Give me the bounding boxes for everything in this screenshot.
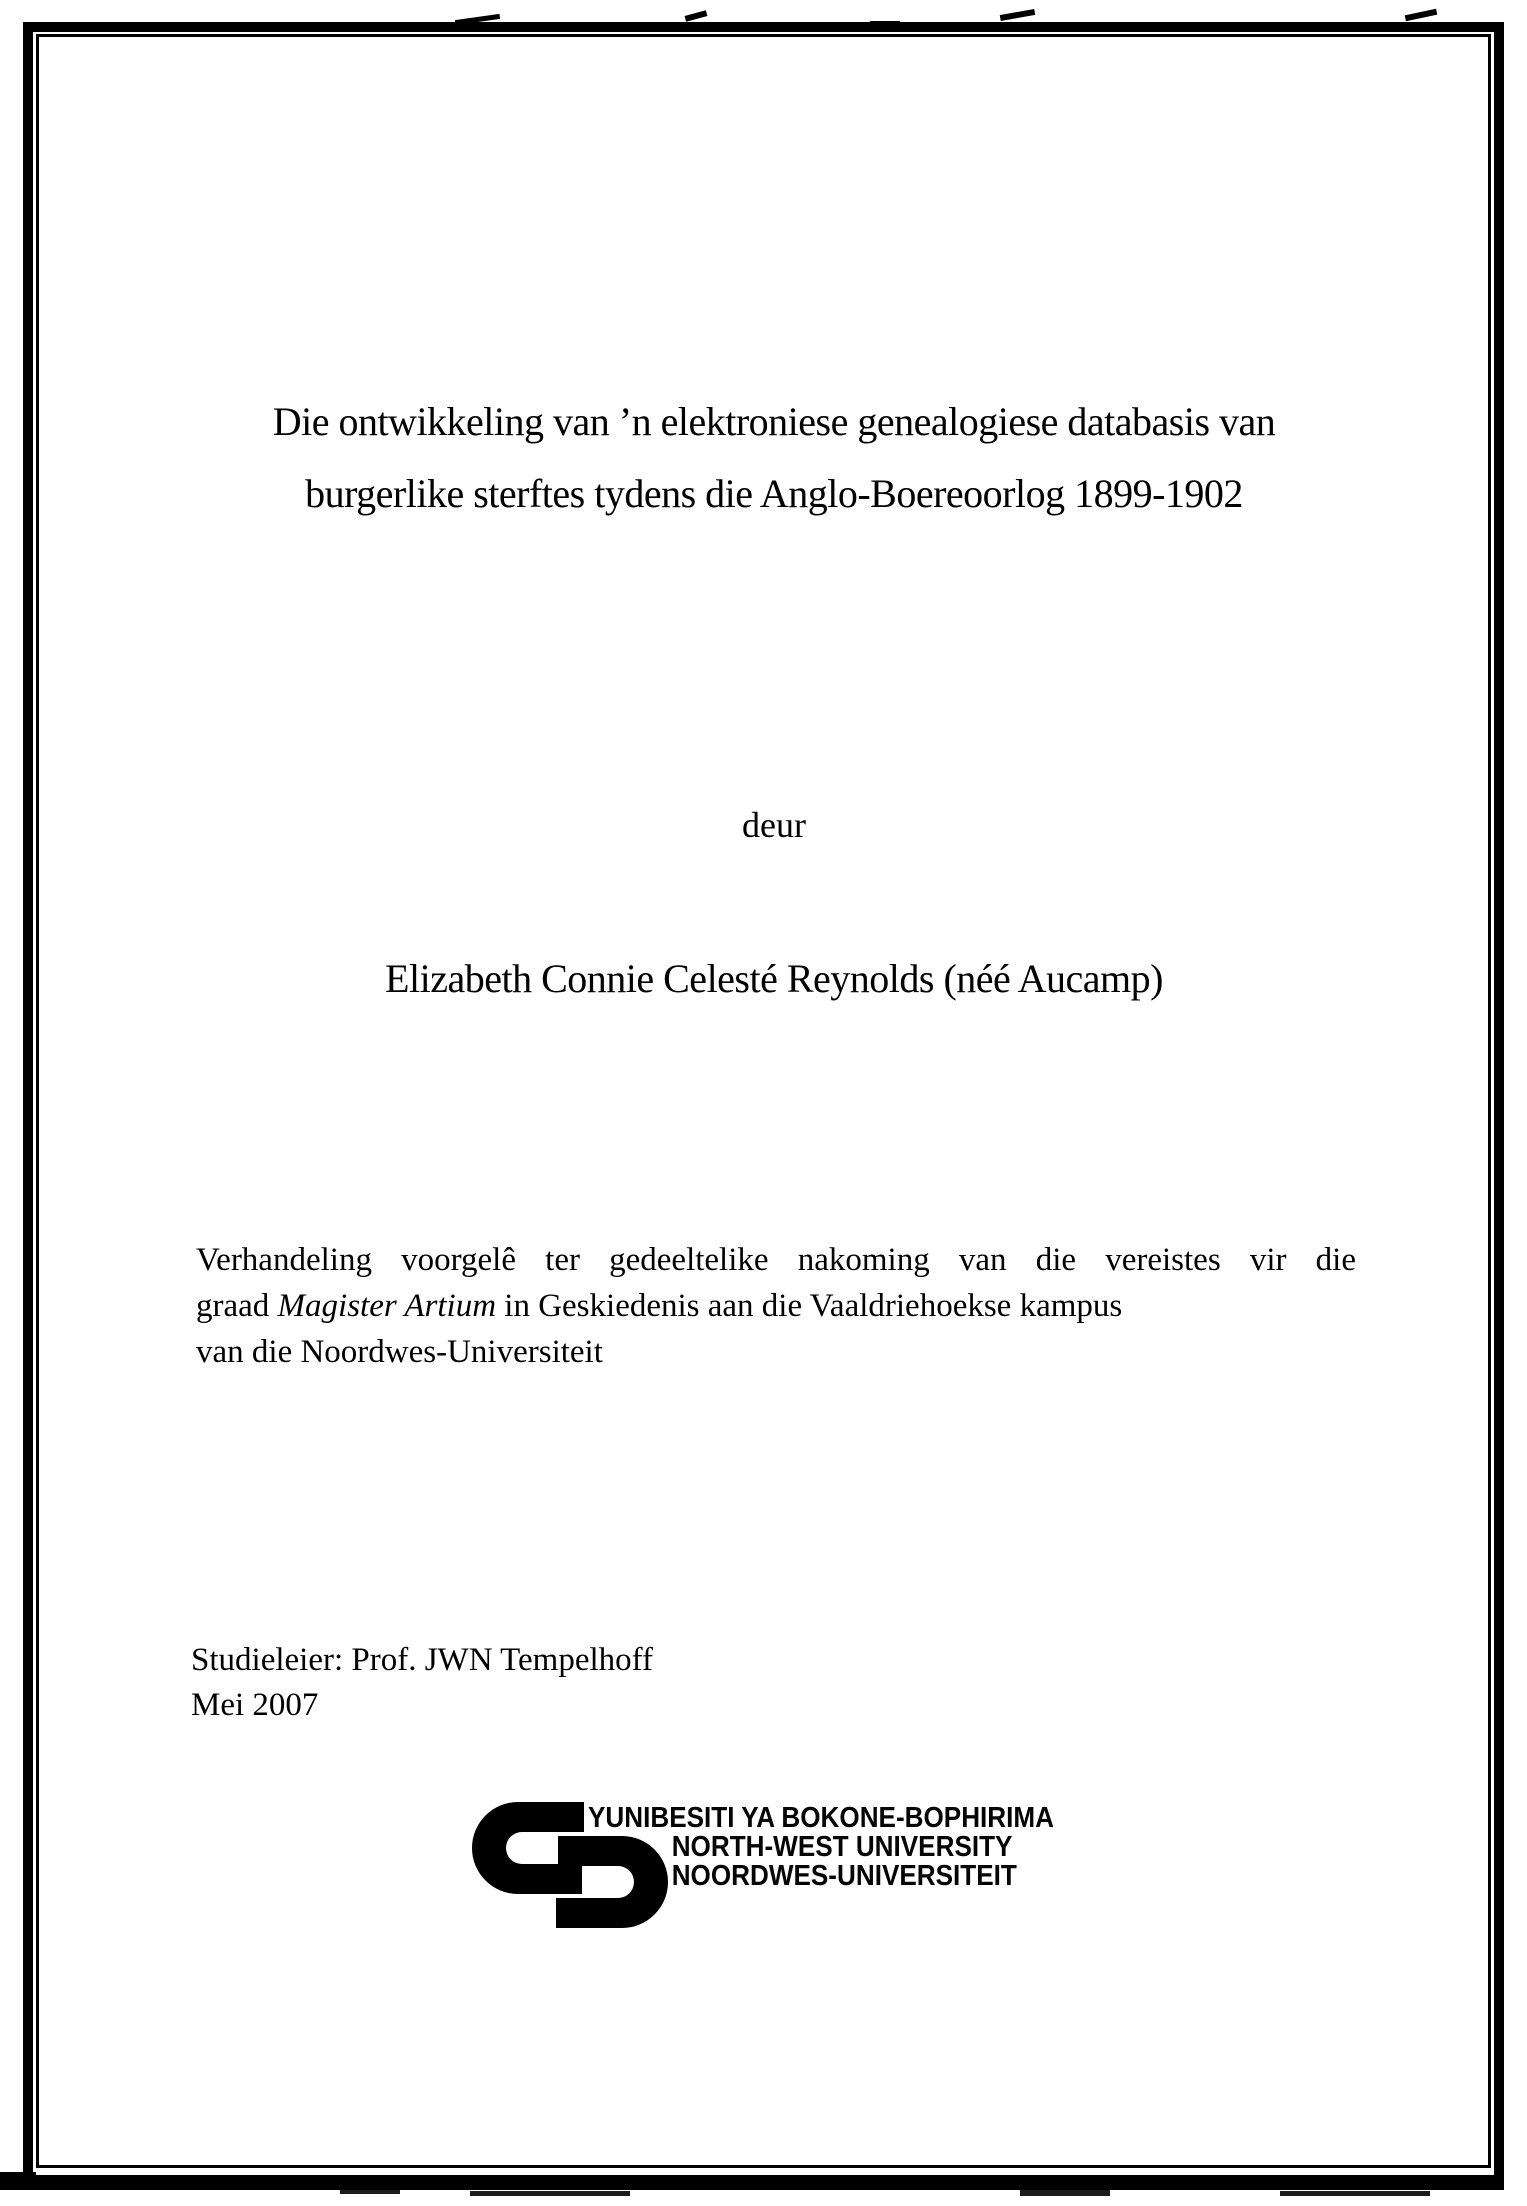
author-name: Elizabeth Connie Celesté Reynolds (néé Aucamp) — [385, 956, 1163, 1001]
thesis-title-line-1: Die ontwikkeling van ’n elektroniese genealogiese databasis van — [272, 399, 1276, 444]
degree-name: Magister Artium — [277, 1288, 497, 1324]
thesis-title-line-2: burgerlike sterftes tydens die Anglo-Boereoorlog 1899-1902 — [305, 471, 1243, 516]
scan-artifact — [1020, 2190, 1110, 2196]
supervisor-line: Studieleier: Prof. JWN Tempelhoff — [191, 1642, 654, 1678]
scan-artifact — [1405, 9, 1438, 22]
supervisor-block — [191, 1638, 1351, 1728]
scan-artifact — [870, 21, 900, 25]
scan-artifact — [340, 2190, 400, 2194]
scan-artifact — [240, 25, 258, 29]
byline-deur: deur — [742, 805, 806, 845]
scan-artifact — [685, 10, 708, 21]
thesis-statement — [196, 1237, 1356, 1375]
scan-artifact — [1180, 23, 1194, 26]
thesis-statement-line-2 — [196, 1283, 1356, 1329]
scan-artifact — [0, 2172, 36, 2190]
university-name-afrikaans: NOORDWES-UNIVERSITEIT — [671, 1860, 1017, 1892]
statement-line2-prefix: graad — [196, 1288, 278, 1324]
university-name-setswana: YUNIBESITI YA BOKONE-BOPHIRIMA — [588, 1802, 1055, 1834]
thesis-statement-line-3: van die Noordwes-Universiteit — [196, 1334, 603, 1370]
university-name-block — [588, 1804, 1054, 1891]
scan-artifact — [1280, 2191, 1430, 2196]
scan-artifact — [150, 24, 180, 28]
statement-line2-suffix: in Geskiedenis aan die Vaaldriehoekse kampus — [496, 1288, 1123, 1324]
scan-artifact — [470, 2191, 630, 2196]
university-name-english: NORTH-WEST UNIVERSITY — [671, 1831, 1013, 1863]
date-line: Mei 2007 — [191, 1687, 319, 1723]
thesis-statement-line-1: Verhandeling voorgelê ter gedeeltelike nakoming van die vereistes vir die — [196, 1242, 1356, 1278]
thesis-title — [104, 386, 1444, 530]
scan-artifact — [1000, 9, 1036, 21]
